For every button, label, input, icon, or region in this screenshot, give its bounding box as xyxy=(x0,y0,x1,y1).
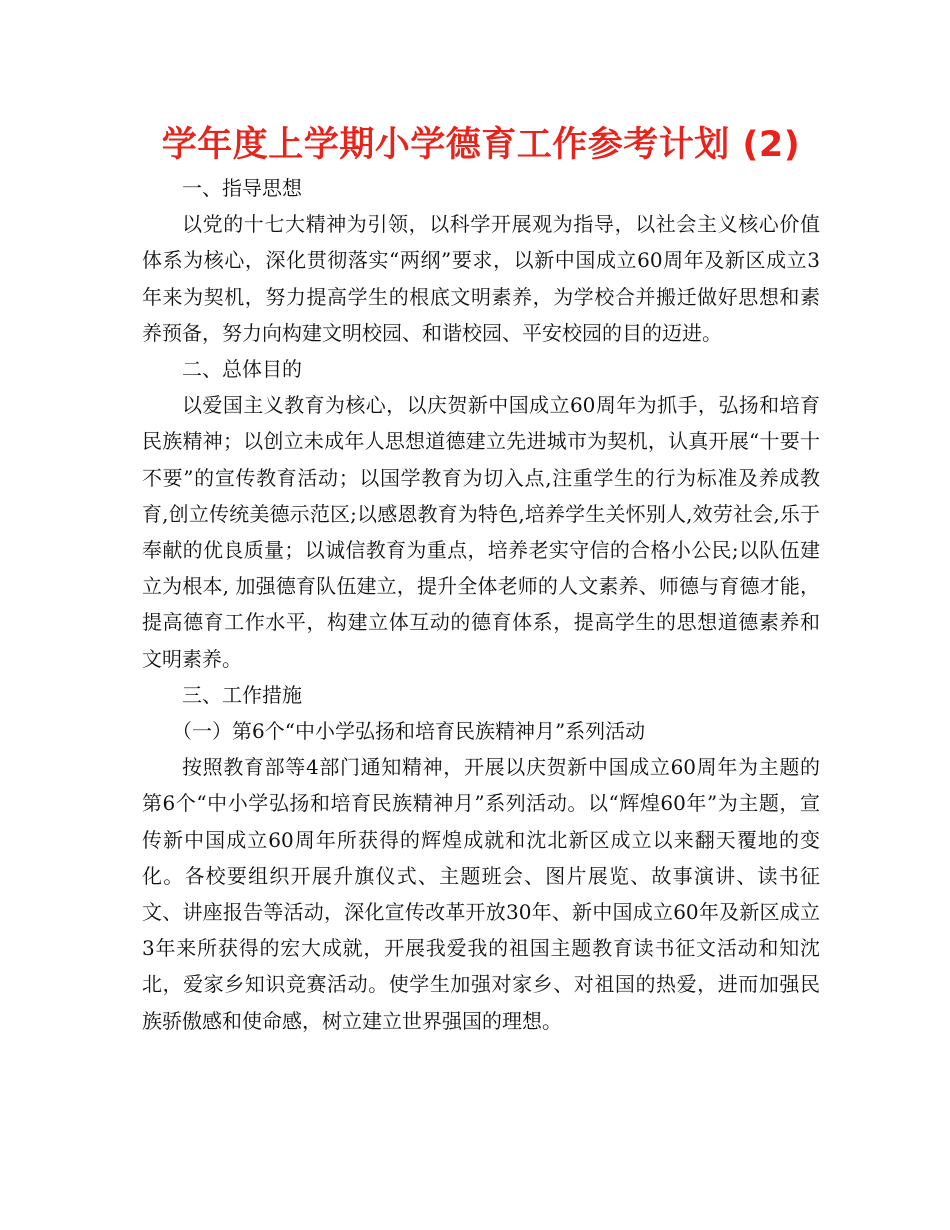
subsection-heading-national-spirit-month: （一）第6个“中小学弘扬和培育民族精神月”系列活动 xyxy=(172,719,646,744)
paragraph-national-spirit-month: 按照教育部等4部门通知精神，开展以庆贺新中国成立60周年为主题的第6个“中小学弘扬和培育民族精神月”系列活动。以“辉煌60年”为主题，宣传新中国成立60周年所获得的辉煌成就和沈北新区成立以来翻天覆地的变化。各校要组织开展升旗仪式、主题班会、图片展览、故事演讲、读书征文、讲座报告等活动，深化宣传改革开放30年、新中国成立60年及新区成立3年来所获得的宏大成就，开展我爱我的祖国主题教育读书征文活动和知沈北，爱家乡知识竞赛活动。使学生加强对家乡、对祖国的热爱，进而加强民族骄傲感和使命感，树立建立世界强国的理想。 xyxy=(142,755,820,1033)
section-heading-work-measures: 三、工作措施 xyxy=(182,682,302,707)
section-heading-overall-goal: 二、总体目的 xyxy=(182,357,302,382)
document-title: 学年度上学期小学德育工作参考计划 (2) xyxy=(161,125,801,165)
section-heading-guiding-thought: 一、指导思想 xyxy=(182,176,302,200)
paragraph-overall-goal: 以爱国主义教育为核心，以庆贺新中国成立60周年为抓手，弘扬和培育民族精神；以创立未成年人思想道德建立先进城市为契机，认真开展“十要十不要”的宣传教育活动；以国学教育为切入点,注重学生的行为标准及养成教育,创立传统美德示范区;以感恩教育为特色,培养学生关怀别人,效劳社会,乐于奉献的优良质量；以诚信教育为重点，培养老实守信的合格小公民;以队伍建立为根本, 加强德育队伍建立，提升全体老师的人文素养、师德与育德才能，提高德育工作水平，构建立体互动的德育体系，提高学生的思想道德素养和文明素养。 xyxy=(142,393,820,671)
document-body xyxy=(142,170,820,1039)
paragraph-guiding-thought: 以党的十七大精神为引领，以科学开展观为指导，以社会主义核心价值体系为核心，深化贯彻落实“两纲”要求，以新中国成立60周年及新区成立3年来为契机，努力提高学生的根底文明素养，为学校合并搬迁做好思想和素养预备，努力向构建文明校园、和谐校园、平安校园的目的迈进。 xyxy=(142,212,820,345)
